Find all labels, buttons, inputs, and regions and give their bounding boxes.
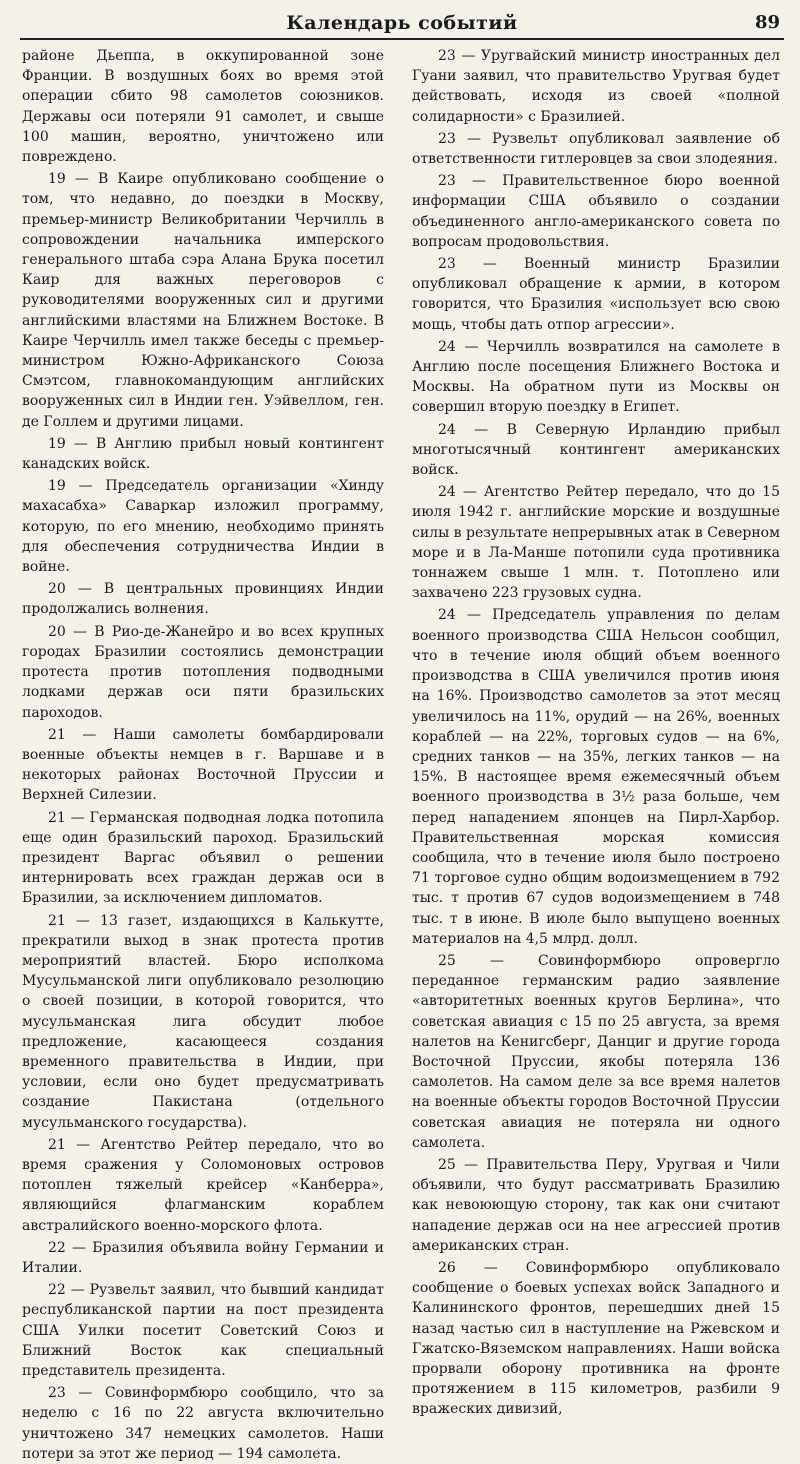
paragraph: 23 — Совинформбюро сообщило, что за неделю с 16 по 22 августа включительно уничтожено 347 немецких самолетов. Наши потери за этот же период — 194 самолета. (22, 1385, 384, 1462)
right-column (412, 46, 780, 1418)
paragraph: 22 — Бразилия объявила войну Германии и Италии. (22, 1239, 384, 1276)
paragraph: 21 — Германская подводная лодка потопила еще один бразильский пароход. Бразильский президент Варгас объявил о решении интернировать всех граждан держав оси в Бразилии, за исключением дипломатов. (22, 809, 384, 907)
paragraph: 23 — Уругвайский министр иностранных дел Гуани заявил, что правительство Уругвая будет действовать, исходя из своей «полной солидарности» с Бразилией. (412, 48, 780, 125)
paragraph: 24 — Агентство Рейтер передало, что до 15 июля 1942 г. английские морские и воздушные силы в результате непрерывных атак в Северном море и в Ла-Манше потопили суда противника тоннажем свыше 1 млн. т. Потоплено или захвачено 223 грузовых судна. (412, 484, 780, 602)
paragraph: 23 — Рузвельт опубликовал заявление об ответственности гитлеровцев за свои злодеяния. (412, 130, 780, 168)
paragraph: 21 — Наши самолеты бомбардировали военные объекты немцев в г. Варшаве и в некоторых районах Восточной Пруссии и Верхней Силезии. (22, 726, 384, 804)
paragraph: 25 — Совинформбюро опровергло переданное германским радио заявление «авторитетных военных кругов Берлина», что советская авиация с 15 по 25 августа, за время налетов на Кенигсберг, Данциг и другие города Восточной Пруссии, якобы потеряла 136 самолетов. На самом деле за все время налетов на военные объекты городов Восточной Пруссии советская авиация не потеряла ни одного самолета. (412, 952, 780, 1151)
paragraph: 19 — В Каире опубликовано сообщение о том, что недавно, до поездки в Москву, премьер-министр Великобритании Черчилль в сопровождении начальника имперского генерального штаба сэра Алана Брука посетил Каир для важных переговоров с руководителями вооруженных сил и другими английскими властями на Ближнем Востоке. В Каире Черчилль имел также беседы с премьер-министром Южно-Африканского Союза Смэтсом, главнокомандующим английских вооруженных сил в Индии ген. Уэйвеллом, ген. де Голлем и другими лицами. (22, 171, 384, 430)
paragraph: 25 — Правительства Перу, Уругвая и Чили объявили, что будут рассматривать Бразилию как невоюющую сторону, так как они считают нападение держав оси на нее агрессией против американских стран. (412, 1156, 780, 1254)
left-column (22, 46, 384, 1462)
running-title: Календарь событий (286, 12, 518, 34)
paragraph: 20 — В Рио-де-Жанейро и во всех крупных городах Бразилии состоялись демонстрации протеста против потопления подводными лодками держав оси пяти бразильских пароходов. (22, 623, 384, 721)
paragraph: 20 — В центральных провинциях Индии продолжались волнения. (22, 581, 384, 618)
paragraph: 24 — Черчилль возвратился на самолете в Англию после посещения Ближнего Востока и Москвы. На обратном пути из Москвы он совершил вторую поездку в Египет. (412, 338, 780, 416)
running-header (20, 8, 784, 40)
paragraph: 21 — Агентство Рейтер передало, что во время сражения у Соломоновых островов потоплен тяжелый крейсер «Канберра», являющийся флагманским кораблем австралийского военно-морского флота. (22, 1136, 384, 1234)
paragraph: 21 — 13 газет, издающихся в Калькутте, прекратили выход в знак протеста против мероприятий властей. Бюро исполкома Мусульманской лиги опубликовало резолюцию о своей позиции, в которой говорится, что мусульманская лига обсудит любое предложение, касающееся создания временного правительства в Индии, при условии, если оно будет предусматривать создание Пакистана (отдельного мусульманского государства). (22, 912, 384, 1131)
paragraph: 26 — Совинформбюро опубликовало сообщение о боевых успехах войск Западного и Калининского фронтов, перешедших дней 15 назад частью сил в наступление на Ржевском и Гжатско-Вяземском направлениях. Наши войска прорвали оборону противника на фронте протяжением в 115 километров, разбили 9 вражеских дивизий, (412, 1259, 780, 1418)
paragraph: 24 — В Северную Ирландию прибыл многотысячный контингент американских войск. (412, 421, 780, 479)
paragraph: 19 — В Англию прибыл новый контингент канадских войск. (22, 435, 384, 473)
paragraph: 22 — Рузвельт заявил, что бывший кандидат республиканской партии на пост президента США Уилки посетит Советский Союз и Ближний Восток как специальный представитель президента. (22, 1282, 384, 1379)
paragraph: 19 — Председатель организации «Хинду махасабха» Саваркар изложил программу, которую, по его мнению, необходимо принять для обеспечения сотрудничества Индии в войне. (22, 478, 384, 576)
paragraph: 23 — Военный министр Бразилии опубликовал обращение к армии, в котором говорится, что Бразилия «использует всю свою мощь, чтобы дать отпор агрессии». (412, 256, 780, 333)
page-number: 89 (754, 12, 780, 33)
paragraph: 23 — Правительственное бюро военной информации США объявило о создании объединенного англо-американского совета по вопросам продовольствия. (412, 173, 780, 250)
paragraph: районе Дьеппа, в оккупированной зоне Франции. В воздушных боях во время этой операции сбито 98 самолетов союзников. Державы оси потеряли 91 самолет, и свыше 100 машин, вероятно, уничтожено или повреждено. (22, 48, 384, 166)
paragraph: 24 — Председатель управления по делам военного производства США Нельсон сообщил, что в течение июля общий объем военного производства в США увеличился против июня на 16%. Производство самолетов за этот месяц увеличилось на 11%, орудий — на 26%, военных кораблей — на 22%, торговых судов — на 6%, средних танков — на 35%, легких танков — на 15%. В настоящее время ежемесячный объем военного производства в 3½ раза больше, чем перед нападением японцев на Пирл-Харбор. Правительственная морская комиссия сообщила, что в течение июля было построено 71 торговое судно общим водоизмещением в 792 тыс. т против 67 судов водоизмещением в 748 тыс. т в июне. В июле было выпущено военных материалов на 4,5 млрд. долл. (412, 607, 780, 947)
